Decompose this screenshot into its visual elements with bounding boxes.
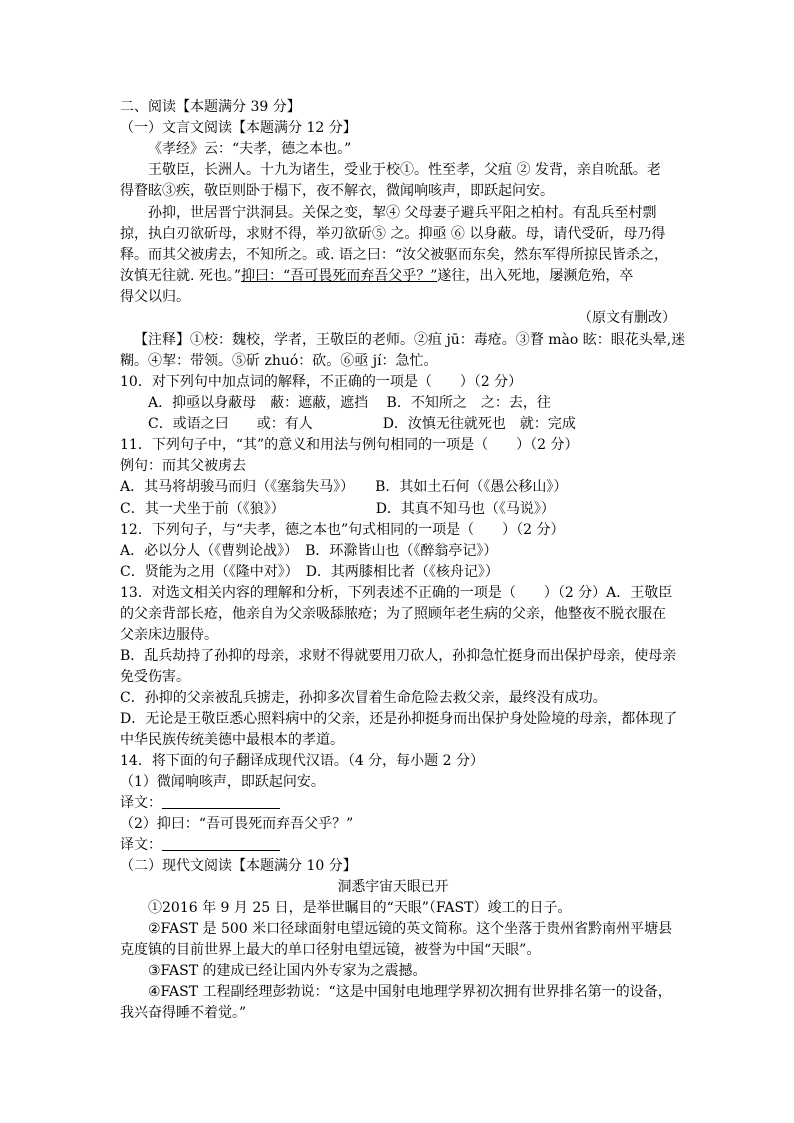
question-10: 10．对下列句中加点词的解释，不正确的一项是（ ）（2 分） bbox=[120, 374, 523, 390]
question-14: 14．将下面的句子翻译成现代汉语。（4 分，每小题 2 分） bbox=[120, 753, 484, 769]
answer-line bbox=[120, 794, 280, 812]
answer-label: 译文： bbox=[120, 795, 162, 811]
passage-text: 汝慎无往就. 死也。” bbox=[120, 268, 242, 284]
article-paragraph: ③FAST 的建成已经让国内外专家为之震撼。 bbox=[148, 963, 427, 979]
option-line: C．贤能为之用（《隆中对》） D．其两膝相比者（《核舟记》） bbox=[120, 564, 499, 580]
annotation-line: 【注释】①校：魏校，学者，王敬臣的老师。②疽 jū：毒疮。③瞀 mào 眩：眼花头晕,迷 bbox=[134, 332, 686, 348]
source-note: （原文有删改） bbox=[578, 310, 676, 326]
sub-question: （2）抑曰：“吾可畏死而弃吾父乎？” bbox=[120, 816, 354, 832]
option-line: C．其一犬坐于前（《狼》） D．其真不知马也（《马说》） bbox=[120, 501, 555, 517]
option-line: D．无论是王敬臣悉心照料病中的父亲，还是孙抑挺身而出保护身处险境的母亲，都体现了 bbox=[120, 711, 678, 727]
option-line: A．其马将胡骏马而归（《塞翁失马》） B．其如土石何（《愚公移山》） bbox=[120, 479, 568, 495]
article-paragraph: ②FAST 是 500 米口径球面射电望远镜的英文简称。这个坐落于贵州省黔南州平塘县 bbox=[148, 921, 673, 937]
question-11: 11．下列句子中，“其”的意义和用法与例句相同的一项是（ ）（2 分） bbox=[120, 437, 579, 453]
answer-line bbox=[120, 836, 280, 854]
passage-line bbox=[120, 267, 633, 285]
passage-line: 得瞀眩③疾，敬臣则卧于榻下，夜不解衣，微闻响咳声，即跃起问安。 bbox=[120, 183, 554, 199]
option-line: 免受伤害。 bbox=[120, 669, 190, 685]
option-line: C．孙抑的父亲被乱兵掳走，孙抑多次冒着生命危险去救父亲，最终没有成功。 bbox=[120, 690, 607, 706]
subsection-heading-classical: （一）文言文阅读【本题满分 12 分】 bbox=[120, 120, 357, 136]
article-paragraph: ④FAST 工程副经理彭勃说：“这是中国射电地理学界初次拥有世界排名第一的设备， bbox=[148, 984, 672, 1000]
passage-line: 得父以归。 bbox=[120, 289, 190, 305]
passage-line: 孙抑，世居晋宁洪洞县。关保之变，挈④ 父母妻子避兵平阳之柏村。有乱兵至村剽 bbox=[148, 205, 657, 221]
annotation-line: 糊。④挈：带领。⑤斫 zhuó：砍。⑥亟 jí：急忙。 bbox=[120, 353, 438, 369]
article-paragraph: ①2016 年 9 月 25 日，是举世瞩目的“天眼”（FAST）竣工的日子。 bbox=[148, 900, 572, 916]
option-line: 中华民族传统美德中最根本的孝道。 bbox=[120, 732, 344, 748]
option-line: 父亲床边服侍。 bbox=[120, 627, 218, 643]
underlined-sentence: 抑曰：“吾可畏死而弃吾父乎？” bbox=[241, 268, 438, 284]
answer-blank[interactable] bbox=[162, 836, 280, 851]
option-line: C．或语之曰 或：有人 D．汝慎无往就死也 就：完成 bbox=[148, 416, 576, 432]
passage-text: 遂往，出入死地，屡濒危殆，卒 bbox=[437, 268, 634, 284]
question-12: 12．下列句子，与“夫孝，德之本也”句式相同的一项是（ ）（2 分） bbox=[120, 522, 565, 538]
article-paragraph: 克度镇的目前世界上最大的单口径射电望远镜，被誉为中国“天眼”。 bbox=[120, 942, 541, 958]
answer-label: 译文： bbox=[120, 837, 162, 853]
option-line: A．抑亟以身蔽母 蔽：遮蔽，遮挡 B．不知所之 之：去，往 bbox=[148, 395, 551, 411]
article-paragraph: 我兴奋得睡不着觉。” bbox=[120, 1005, 247, 1021]
passage-line: 王敬臣，长洲人。十九为诸生，受业于校①。性至孝，父疽 ② 发背，亲自吮舐。老 bbox=[148, 162, 661, 178]
section-heading-reading: 二、阅读【本题满分 39 分】 bbox=[120, 99, 301, 115]
option-line: A．必以分人（《曹刿论战》） B．环滁皆山也（《醉翁亭记》） bbox=[120, 543, 498, 559]
article-title: 洞悉宇宙天眼已开 bbox=[337, 879, 449, 895]
question-13: 13．对选文相关内容的理解和分析，下列表述不正确的一项是（ ）（2 分）A．王敬臣 bbox=[120, 585, 673, 601]
passage-line: 掠，执白刃欲斫母，求财不得，举刃欲斫⑤ 之。抑亟 ⑥ 以身蔽。母，请代受斫，母乃得 bbox=[120, 226, 666, 242]
example-sentence: 例句：而其父被虏去 bbox=[120, 458, 246, 474]
option-line: B．乱兵劫持了孙抑的母亲，求财不得就要用刀砍人，孙抑急忙挺身而出保护母亲，使母亲 bbox=[120, 648, 677, 664]
option-line: 的父亲背部长疮，他亲自为父亲吸舔脓疮；为了照顾年老生病的父亲，他整夜不脱衣服在 bbox=[120, 606, 666, 622]
subsection-heading-modern: （二）现代文阅读【本题满分 10 分】 bbox=[120, 858, 357, 874]
passage-line: 释。而其父被虏去，不知所之。或. 语之曰：“汝父被驱而东矣，然东军得所掠民皆杀之， bbox=[120, 247, 669, 263]
quote-line: 《孝经》云：“夫孝，德之本也。” bbox=[148, 141, 352, 157]
sub-question: （1）微闻响咳声，即跃起问安。 bbox=[120, 774, 325, 790]
answer-blank[interactable] bbox=[162, 794, 280, 809]
